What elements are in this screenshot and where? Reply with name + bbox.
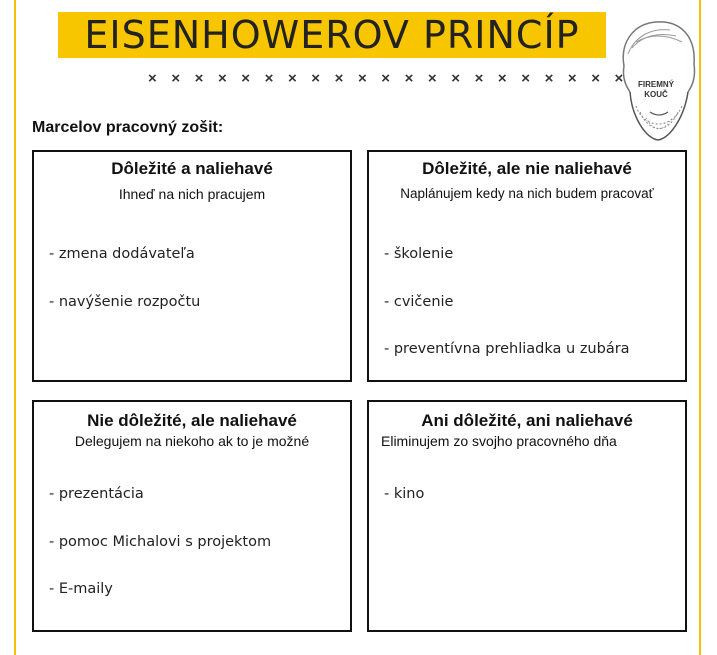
quadrant-urgent-important <box>32 150 352 382</box>
list-item: - pomoc Michalovi s projektom <box>49 534 272 550</box>
quadrant-title: Nie dôležité, ale naliehavé <box>87 411 297 430</box>
workbook-subtitle: Marcelov pracovný zošit: <box>32 119 224 136</box>
list-item: - školenie <box>384 246 454 262</box>
list-item: - zmena dodávateľa <box>49 246 195 262</box>
logo-text-line1: FIREMNÝ <box>638 80 674 89</box>
list-item: - prezentácia <box>49 486 144 502</box>
list-item: - preventívna prehliadka u zubára <box>384 341 630 357</box>
quadrant-subtitle: Eliminujem zo svojho pracovného dňa <box>381 433 617 449</box>
quadrant-subtitle: Naplánujem kedy na nich budem pracovať <box>400 186 654 201</box>
quadrant-title: Dôležité, ale nie naliehavé <box>422 159 632 178</box>
list-item: - cvičenie <box>384 294 454 310</box>
quadrant-title: Dôležité a naliehavé <box>111 159 273 178</box>
page-title: EISENHOWEROV PRINCÍP <box>84 13 580 57</box>
quadrant-subtitle: Delegujem na niekoho ak to je možné <box>74 433 310 449</box>
quadrant-subtitle: Ihneď na nich pracujem <box>118 186 266 202</box>
quadrant-neither <box>367 400 687 632</box>
cross-separator: × × × × × × × × × × × × × × × × × × × × × <box>148 70 629 87</box>
quadrant-urgent-not-important <box>32 400 352 632</box>
list-item: - E-maily <box>49 581 113 597</box>
list-item: - kino <box>384 486 425 502</box>
logo-text-line2: KOUČ <box>644 90 668 99</box>
quadrant-important-not-urgent <box>367 150 687 382</box>
list-item: - navýšenie rozpočtu <box>49 294 201 310</box>
quadrant-title: Ani dôležité, ani naliehavé <box>421 411 633 430</box>
logo-text <box>621 80 691 100</box>
title-banner <box>58 12 606 58</box>
